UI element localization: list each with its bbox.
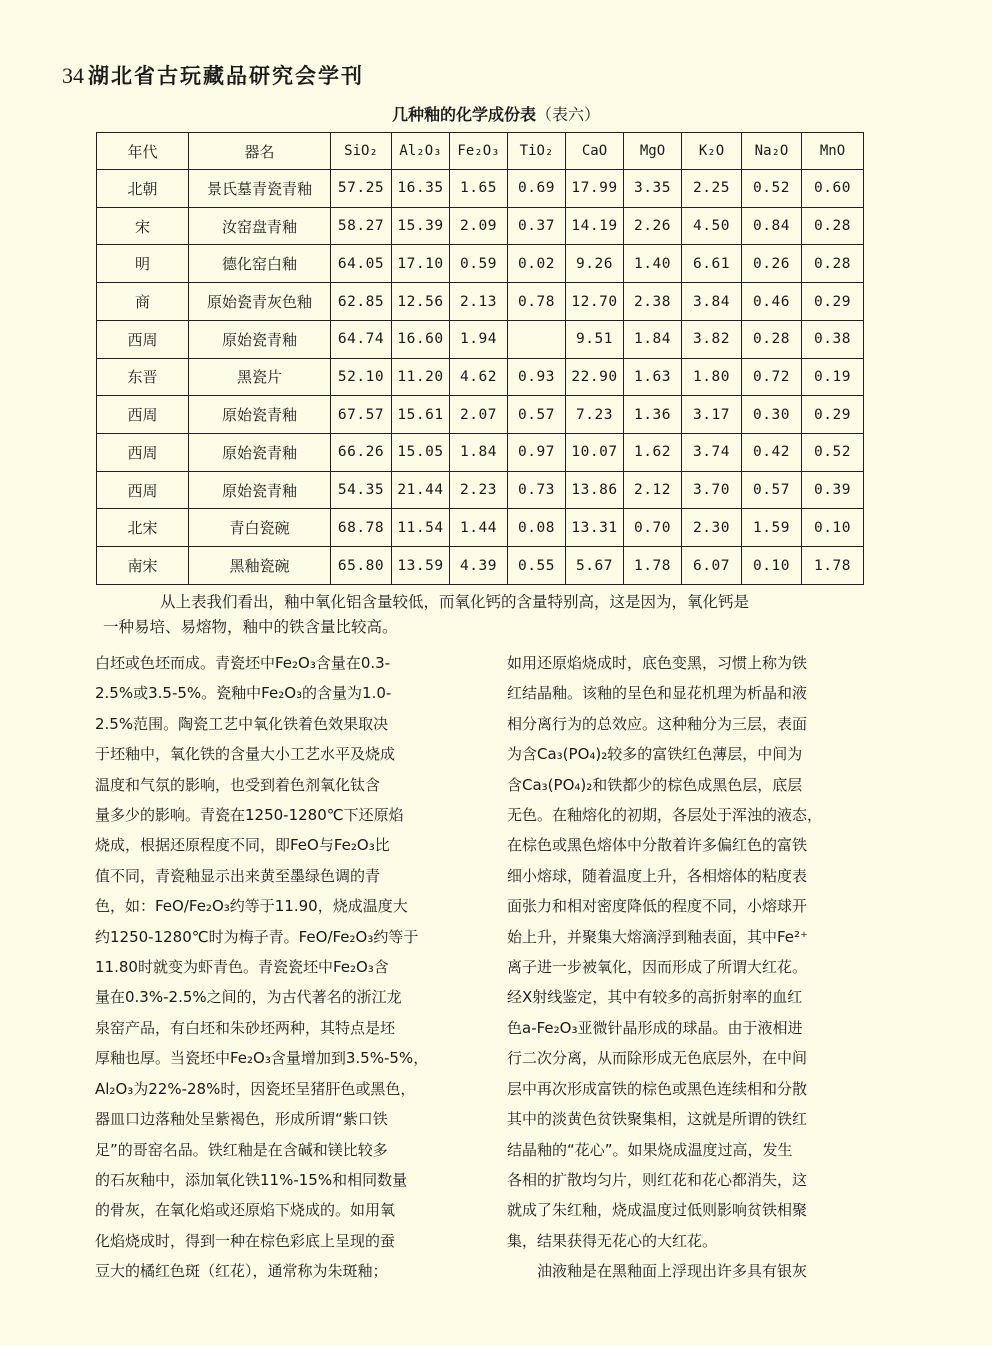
era-cell: 北宋 xyxy=(97,509,189,547)
text-line: 为含Ca₃(PO₄)₂较多的富铁红色薄层，中间为 xyxy=(507,745,803,764)
text-line: 相分离行为的总效应。这种釉分为三层，表面 xyxy=(507,714,808,733)
value-cell: 16.35 xyxy=(392,170,450,208)
value-cell: 9.26 xyxy=(566,245,624,283)
value-cell: 64.74 xyxy=(331,320,392,358)
value-cell: 0.19 xyxy=(802,358,864,396)
table-row xyxy=(97,245,864,283)
column-header: TiO₂ xyxy=(508,133,566,170)
text-line: 化焰烧成时，得到一种在棕色彩底上呈现的蚕 xyxy=(95,1231,396,1250)
value-cell: 0.52 xyxy=(802,434,864,472)
value-cell: 0.29 xyxy=(802,396,864,434)
value-cell: 0.08 xyxy=(508,509,566,547)
value-cell: 4.62 xyxy=(450,358,508,396)
value-cell: 17.10 xyxy=(392,245,450,283)
column-header: Al₂O₃ xyxy=(392,133,450,170)
text-line: 11.80时就变为虾青色。青瓷瓷坯中Fe₂O₃含 xyxy=(95,958,389,977)
text-line: 如用还原焰烧成时，底色变黑，习惯上称为铁 xyxy=(507,654,808,672)
value-cell: 2.13 xyxy=(450,283,508,321)
column-header: SiO₂ xyxy=(331,133,392,170)
value-cell: 0.42 xyxy=(742,434,802,472)
value-cell: 3.70 xyxy=(682,471,742,509)
value-cell: 9.51 xyxy=(566,320,624,358)
value-cell: 0.02 xyxy=(508,245,566,283)
vessel-name-cell: 景氏墓青瓷青釉 xyxy=(189,170,331,208)
value-cell: 54.35 xyxy=(331,471,392,509)
value-cell: 5.67 xyxy=(566,547,624,585)
value-cell: 1.78 xyxy=(802,547,864,585)
value-cell: 2.38 xyxy=(624,283,682,321)
value-cell: 67.57 xyxy=(331,396,392,434)
value-cell: 15.39 xyxy=(392,207,450,245)
text-line: 层中再次形成富铁的棕色或黑色连续相和分散 xyxy=(507,1079,808,1098)
text-line: 结晶釉的“花心”。如果烧成温度过高，发生 xyxy=(507,1140,793,1159)
value-cell: 1.84 xyxy=(624,320,682,358)
column-header: 器名 xyxy=(189,133,331,170)
value-cell: 12.70 xyxy=(566,283,624,321)
value-cell: 15.05 xyxy=(392,434,450,472)
value-cell: 62.85 xyxy=(331,283,392,321)
vessel-name-cell: 原始瓷青灰色釉 xyxy=(189,283,331,321)
vessel-name-cell: 原始瓷青釉 xyxy=(189,320,331,358)
table-title-text: 几种釉的化学成份表 xyxy=(391,105,536,124)
table-row xyxy=(97,320,864,358)
text-line: 细小熔球，随着温度上升，各相熔体的粘度表 xyxy=(507,866,808,885)
text-line: 红结晶釉。该釉的呈色和显花机理为析晶和液 xyxy=(507,684,808,703)
value-cell: 3.17 xyxy=(682,396,742,434)
column-header: Na₂O xyxy=(742,133,802,170)
value-cell: 0.70 xyxy=(624,509,682,547)
note-line: 一种易培、易熔物，釉中的铁含量比较高。 xyxy=(103,618,398,636)
text-line: 色a-Fe₂O₃亚微针晶形成的球晶。由于液相进 xyxy=(507,1018,803,1037)
value-cell: 1.44 xyxy=(450,509,508,547)
vessel-name-cell: 原始瓷青釉 xyxy=(189,396,331,434)
text-line: 其中的淡黄色贫铁聚集相，这就是所谓的铁红 xyxy=(507,1110,808,1129)
text-line: 就成了朱红釉，烧成温度过低则影响贫铁相聚 xyxy=(507,1201,808,1220)
text-line: 烧成，根据还原程度不同，即FeO与Fe₂O₃比 xyxy=(95,836,390,855)
value-cell: 66.26 xyxy=(331,434,392,472)
value-cell: 1.84 xyxy=(450,434,508,472)
value-cell: 4.50 xyxy=(682,207,742,245)
value-cell: 2.09 xyxy=(450,207,508,245)
text-line: 足”的哥窑名品。铁红釉是在含碱和镁比较多 xyxy=(95,1140,388,1159)
value-cell: 57.25 xyxy=(331,170,392,208)
era-cell: 南宋 xyxy=(97,547,189,585)
text-line: 集，结果获得无花心的大红花。 xyxy=(507,1231,718,1250)
value-cell: 10.07 xyxy=(566,434,624,472)
value-cell: 11.20 xyxy=(392,358,450,396)
value-cell: 0.57 xyxy=(742,471,802,509)
table-note xyxy=(100,590,872,640)
era-cell: 西周 xyxy=(97,320,189,358)
value-cell: 64.05 xyxy=(331,245,392,283)
era-cell: 商 xyxy=(97,283,189,321)
text-line: 于坯釉中，氧化铁的含量大小工艺水平及烧成 xyxy=(95,745,396,764)
value-cell: 16.60 xyxy=(392,320,450,358)
value-cell: 2.30 xyxy=(682,509,742,547)
column-header: MgO xyxy=(624,133,682,170)
value-cell: 0.78 xyxy=(508,283,566,321)
value-cell: 4.39 xyxy=(450,547,508,585)
text-line: 温度和气氛的影响，也受到着色剂氧化钛含 xyxy=(95,775,381,794)
value-cell: 14.19 xyxy=(566,207,624,245)
text-line: 的石灰釉中，添加氧化铁11%-15%和相同数量 xyxy=(95,1170,408,1189)
value-cell: 13.31 xyxy=(566,509,624,547)
vessel-name-cell: 德化窑白釉 xyxy=(189,245,331,283)
value-cell: 0.55 xyxy=(508,547,566,585)
text-line: 豆大的橘红色斑（红花），通常称为朱斑釉； xyxy=(95,1262,388,1281)
vessel-name-cell: 黑瓷片 xyxy=(189,358,331,396)
table-row xyxy=(97,396,864,434)
text-line: 的骨灰，在氧化焰或还原焰下烧成的。如用氧 xyxy=(95,1201,396,1220)
text-line: Al₂O₃为22%-28%时，因瓷坯呈猪肝色或黑色， xyxy=(95,1079,416,1098)
value-cell: 0.59 xyxy=(450,245,508,283)
text-line: 量多少的影响。青瓷在1250-1280℃下还原焰 xyxy=(95,806,404,825)
value-cell: 12.56 xyxy=(392,283,450,321)
value-cell: 1.62 xyxy=(624,434,682,472)
value-cell: 0.30 xyxy=(742,396,802,434)
text-line: 泉窑产品，有白坯和朱砂坯两种，其特点是坯 xyxy=(95,1018,396,1037)
text-line: 色，如：FeO/Fe₂O₃约等于11.90，烧成温度大 xyxy=(95,897,408,916)
value-cell: 0.28 xyxy=(742,320,802,358)
era-cell: 宋 xyxy=(97,207,189,245)
value-cell: 2.07 xyxy=(450,396,508,434)
column-header: 年代 xyxy=(97,133,189,170)
value-cell: 68.78 xyxy=(331,509,392,547)
value-cell: 1.63 xyxy=(624,358,682,396)
vessel-name-cell: 原始瓷青釉 xyxy=(189,471,331,509)
text-line: 行二次分离，从而除形成无色底层外，在中间 xyxy=(507,1049,808,1068)
value-cell: 0.37 xyxy=(508,207,566,245)
value-cell: 3.84 xyxy=(682,283,742,321)
value-cell: 0.93 xyxy=(508,358,566,396)
value-cell: 58.27 xyxy=(331,207,392,245)
value-cell: 0.29 xyxy=(802,283,864,321)
text-line: 面张力和相对密度降低的程度不同，小熔球开 xyxy=(507,897,808,916)
journal-title: 湖北省古玩藏品研究会学刊 xyxy=(88,63,364,88)
value-cell: 52.10 xyxy=(331,358,392,396)
value-cell: 15.61 xyxy=(392,396,450,434)
text-line: 厚釉也厚。当瓷坯中Fe₂O₃含量增加到3.5%-5%， xyxy=(95,1049,429,1068)
note-line: 从上表我们看出，釉中氧化铝含量较低，而氧化钙的含量特别高，这是因为，氧化钙是 xyxy=(160,593,750,611)
value-cell: 0.69 xyxy=(508,170,566,208)
table-row xyxy=(97,509,864,547)
value-cell: 1.94 xyxy=(450,320,508,358)
value-cell: 0.57 xyxy=(508,396,566,434)
body-column-left xyxy=(95,648,475,1287)
table-row xyxy=(97,434,864,472)
value-cell: 22.90 xyxy=(566,358,624,396)
text-line: 2.5%范围。陶瓷工艺中氧化铁着色效果取决 xyxy=(95,714,389,733)
value-cell: 1.65 xyxy=(450,170,508,208)
vessel-name-cell: 原始瓷青釉 xyxy=(189,434,331,472)
value-cell: 2.23 xyxy=(450,471,508,509)
text-line: 2.5%或3.5-5%。瓷釉中Fe₂O₃的含量为1.0- xyxy=(95,684,392,703)
value-cell xyxy=(508,320,566,358)
value-cell: 65.80 xyxy=(331,547,392,585)
era-cell: 西周 xyxy=(97,471,189,509)
value-cell: 0.60 xyxy=(802,170,864,208)
value-cell: 13.59 xyxy=(392,547,450,585)
value-cell: 13.86 xyxy=(566,471,624,509)
value-cell: 1.78 xyxy=(624,547,682,585)
value-cell: 1.80 xyxy=(682,358,742,396)
era-cell: 西周 xyxy=(97,396,189,434)
column-header: CaO xyxy=(566,133,624,170)
value-cell: 2.26 xyxy=(624,207,682,245)
text-line: 器皿口边落釉处呈紫褐色，形成所谓“紫口铁 xyxy=(95,1110,388,1129)
value-cell: 0.52 xyxy=(742,170,802,208)
vessel-name-cell: 汝窑盘青釉 xyxy=(189,207,331,245)
text-line: 量在0.3%-2.5%之间的，为古代著名的浙江龙 xyxy=(95,988,402,1007)
column-header: K₂O xyxy=(682,133,742,170)
text-line: 值不同，青瓷釉显示出来黄至墨绿色调的青 xyxy=(95,866,381,885)
value-cell: 3.74 xyxy=(682,434,742,472)
value-cell: 6.61 xyxy=(682,245,742,283)
value-cell: 0.39 xyxy=(802,471,864,509)
text-line: 约1250-1280℃时为梅子青。FeO/Fe₂O₃约等于 xyxy=(95,927,419,946)
era-cell: 东晋 xyxy=(97,358,189,396)
table-title xyxy=(0,102,992,125)
table-row xyxy=(97,207,864,245)
value-cell: 1.40 xyxy=(624,245,682,283)
value-cell: 2.12 xyxy=(624,471,682,509)
table-row xyxy=(97,283,864,321)
table-row xyxy=(97,358,864,396)
text-line: 无色。在釉熔化的初期，各层处于浑浊的液态， xyxy=(507,806,823,825)
value-cell: 0.10 xyxy=(802,509,864,547)
vessel-name-cell: 黑釉瓷碗 xyxy=(189,547,331,585)
value-cell: 6.07 xyxy=(682,547,742,585)
table-row xyxy=(97,547,864,585)
value-cell: 21.44 xyxy=(392,471,450,509)
value-cell: 0.84 xyxy=(742,207,802,245)
column-header: MnO xyxy=(802,133,864,170)
table-title-suffix: （表六） xyxy=(536,105,601,124)
text-line: 离子进一步被氧化，因而形成了所谓大红花。 xyxy=(507,958,808,977)
value-cell: 0.73 xyxy=(508,471,566,509)
value-cell: 0.10 xyxy=(742,547,802,585)
text-line: 始上升，并聚集大熔滴浮到釉表面，其中Fe²⁺ xyxy=(507,927,808,946)
value-cell: 0.28 xyxy=(802,207,864,245)
value-cell: 11.54 xyxy=(392,509,450,547)
value-cell: 3.82 xyxy=(682,320,742,358)
column-header: Fe₂O₃ xyxy=(450,133,508,170)
text-line: 各相的扩散均匀片，则红花和花心都消失，这 xyxy=(507,1170,808,1189)
page-number: 34 xyxy=(62,63,84,88)
value-cell: 1.36 xyxy=(624,396,682,434)
page-header xyxy=(62,60,364,90)
text-line: 在棕色或黑色熔体中分散着许多偏红色的富铁 xyxy=(507,836,808,855)
value-cell: 0.38 xyxy=(802,320,864,358)
value-cell: 0.72 xyxy=(742,358,802,396)
text-line: 白坯或色坯而成。青瓷坯中Fe₂O₃含量在0.3- xyxy=(95,654,391,672)
value-cell: 7.23 xyxy=(566,396,624,434)
value-cell: 0.46 xyxy=(742,283,802,321)
table-row xyxy=(97,471,864,509)
text-line: 含Ca₃(PO₄)₂和铁都少的棕色成黑色层，底层 xyxy=(507,775,803,794)
era-cell: 北朝 xyxy=(97,170,189,208)
vessel-name-cell: 青白瓷碗 xyxy=(189,509,331,547)
value-cell: 17.99 xyxy=(566,170,624,208)
chemical-composition-table xyxy=(96,132,864,585)
value-cell: 2.25 xyxy=(682,170,742,208)
value-cell: 0.97 xyxy=(508,434,566,472)
value-cell: 0.26 xyxy=(742,245,802,283)
era-cell: 明 xyxy=(97,245,189,283)
value-cell: 0.28 xyxy=(802,245,864,283)
value-cell: 3.35 xyxy=(624,170,682,208)
text-line: 经X射线鉴定，其中有较多的高折射率的血红 xyxy=(507,988,803,1007)
value-cell: 1.59 xyxy=(742,509,802,547)
era-cell: 西周 xyxy=(97,434,189,472)
text-line: 油液釉是在黑釉面上浮现出许多具有银灰 xyxy=(537,1262,808,1281)
body-column-right xyxy=(507,648,877,1287)
table-row xyxy=(97,170,864,208)
